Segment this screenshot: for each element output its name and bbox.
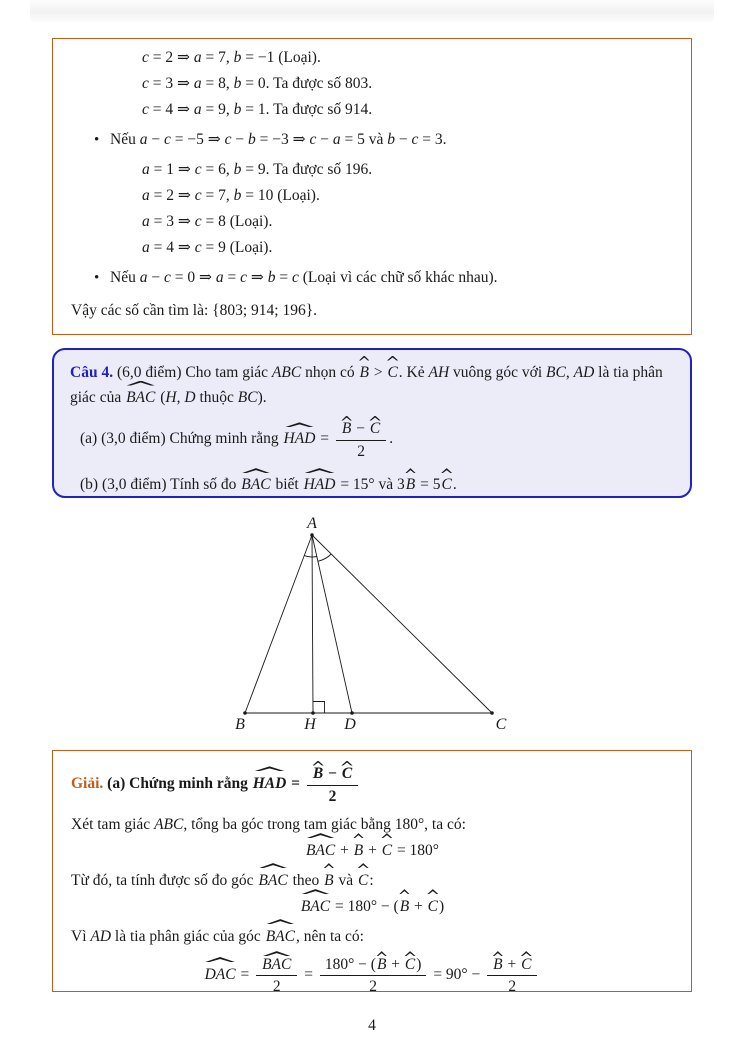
bullet-icon: [94, 265, 110, 291]
angle-arc-bad: [304, 556, 317, 557]
problem-item-b: (b) (3,0 điểm) Tính số đo BAC biết HAD = 15° và 3B = 5C.: [80, 473, 674, 497]
vertex-dot-h: [311, 711, 315, 715]
vertex-label-c: C: [495, 716, 507, 733]
page-number: 4: [368, 1017, 376, 1034]
solution-step: Từ đó, ta tính được số đo góc BAC theo B và C:: [71, 868, 673, 893]
angle-arc-dac: [318, 554, 331, 561]
solution-label: Giải.: [71, 774, 104, 792]
problem-item-a: (a) (3,0 điểm) Chứng minh rằng HAD = $\frac{B - C}{2}$ .: [80, 416, 674, 463]
vertex-dot-d: [350, 711, 354, 715]
altitude-ah: [312, 535, 313, 713]
case-line: a = 4 ⇒ c = 9 (Loại).: [142, 239, 273, 256]
segment-ab: [245, 535, 312, 713]
vertex-dot-c: [490, 711, 494, 715]
equation-bac: BAC = 180° − (B + C): [71, 894, 673, 920]
bullet-icon: [94, 127, 110, 153]
vertex-label-a: A: [307, 515, 317, 532]
equation-angle-sum: BAC + B + C = 180°: [71, 838, 673, 864]
solution-heading-bold: (a) Chứng minh rằng: [107, 774, 248, 792]
bullet-text: Nếu a − c = −5 ⇒ c − b = −3 ⇒ c − a = 5 và b − c = 3.: [110, 131, 447, 148]
vertex-label-d: D: [344, 716, 356, 733]
bullet-item: [94, 127, 673, 153]
previous-page-edge: [30, 0, 714, 22]
solution-step: Xét tam giác ABC, tổng ba góc trong tam giác bằng 180°, ta có:: [71, 815, 466, 833]
right-angle-mark: [313, 702, 325, 714]
triangle-figure: [0, 505, 744, 750]
vertex-dot-b: [243, 711, 247, 715]
problem-box: [52, 348, 692, 498]
vertex-label-b: B: [235, 716, 245, 733]
solution-box: [52, 750, 692, 992]
case-line: c = 4 ⇒ a = 9, b = 1. Ta được số 914.: [142, 101, 373, 118]
solution-step: Vì AD là tia phân giác của góc BAC, nên ta có:: [71, 924, 673, 949]
solution-heading: [71, 761, 673, 808]
case-line: a = 1 ⇒ c = 6, b = 9. Ta được số 196.: [142, 161, 373, 178]
continued-solution-box: [52, 38, 692, 335]
case-line: c = 3 ⇒ a = 8, b = 0. Ta được số 803.: [142, 75, 373, 92]
bullet-item: [94, 265, 673, 291]
solution-heading-math: HAD = $\frac{B - C}{2}$: [252, 775, 361, 792]
conclusion-line: Vậy các số cần tìm là: {803; 914; 196}.: [71, 302, 318, 319]
case-line: a = 3 ⇒ c = 8 (Loại).: [142, 213, 273, 230]
equation-dac: DAC = BAC 2 = $\frac{180^\circ - (B + C)}{2}$ = 90° − $\frac{B + C}{2}$: [71, 952, 673, 992]
problem-label: Câu 4.: [70, 364, 114, 381]
case-line: a = 2 ⇒ c = 7, b = 10 (Loại).: [142, 187, 320, 204]
segment-ac: [312, 535, 492, 713]
problem-statement: [70, 360, 674, 410]
case-group-a: [142, 157, 673, 261]
bullet-text: Nếu a − c = 0 ⇒ a = c ⇒ b = c (Loại vì các chữ số khác nhau).: [110, 269, 498, 286]
case-line: c = 2 ⇒ a = 7, b = −1 (Loại).: [142, 49, 321, 66]
case-group-c: [142, 45, 673, 123]
problem-statement-text: (6,0 điểm) Cho tam giác ABC nhọn có B > C. Kẻ AH vuông góc với BC, AD là tia phân giác của BAC (H, D thuộc BC).: [70, 364, 663, 406]
vertex-dot-a: [310, 533, 314, 537]
vertex-label-h: H: [304, 716, 316, 733]
